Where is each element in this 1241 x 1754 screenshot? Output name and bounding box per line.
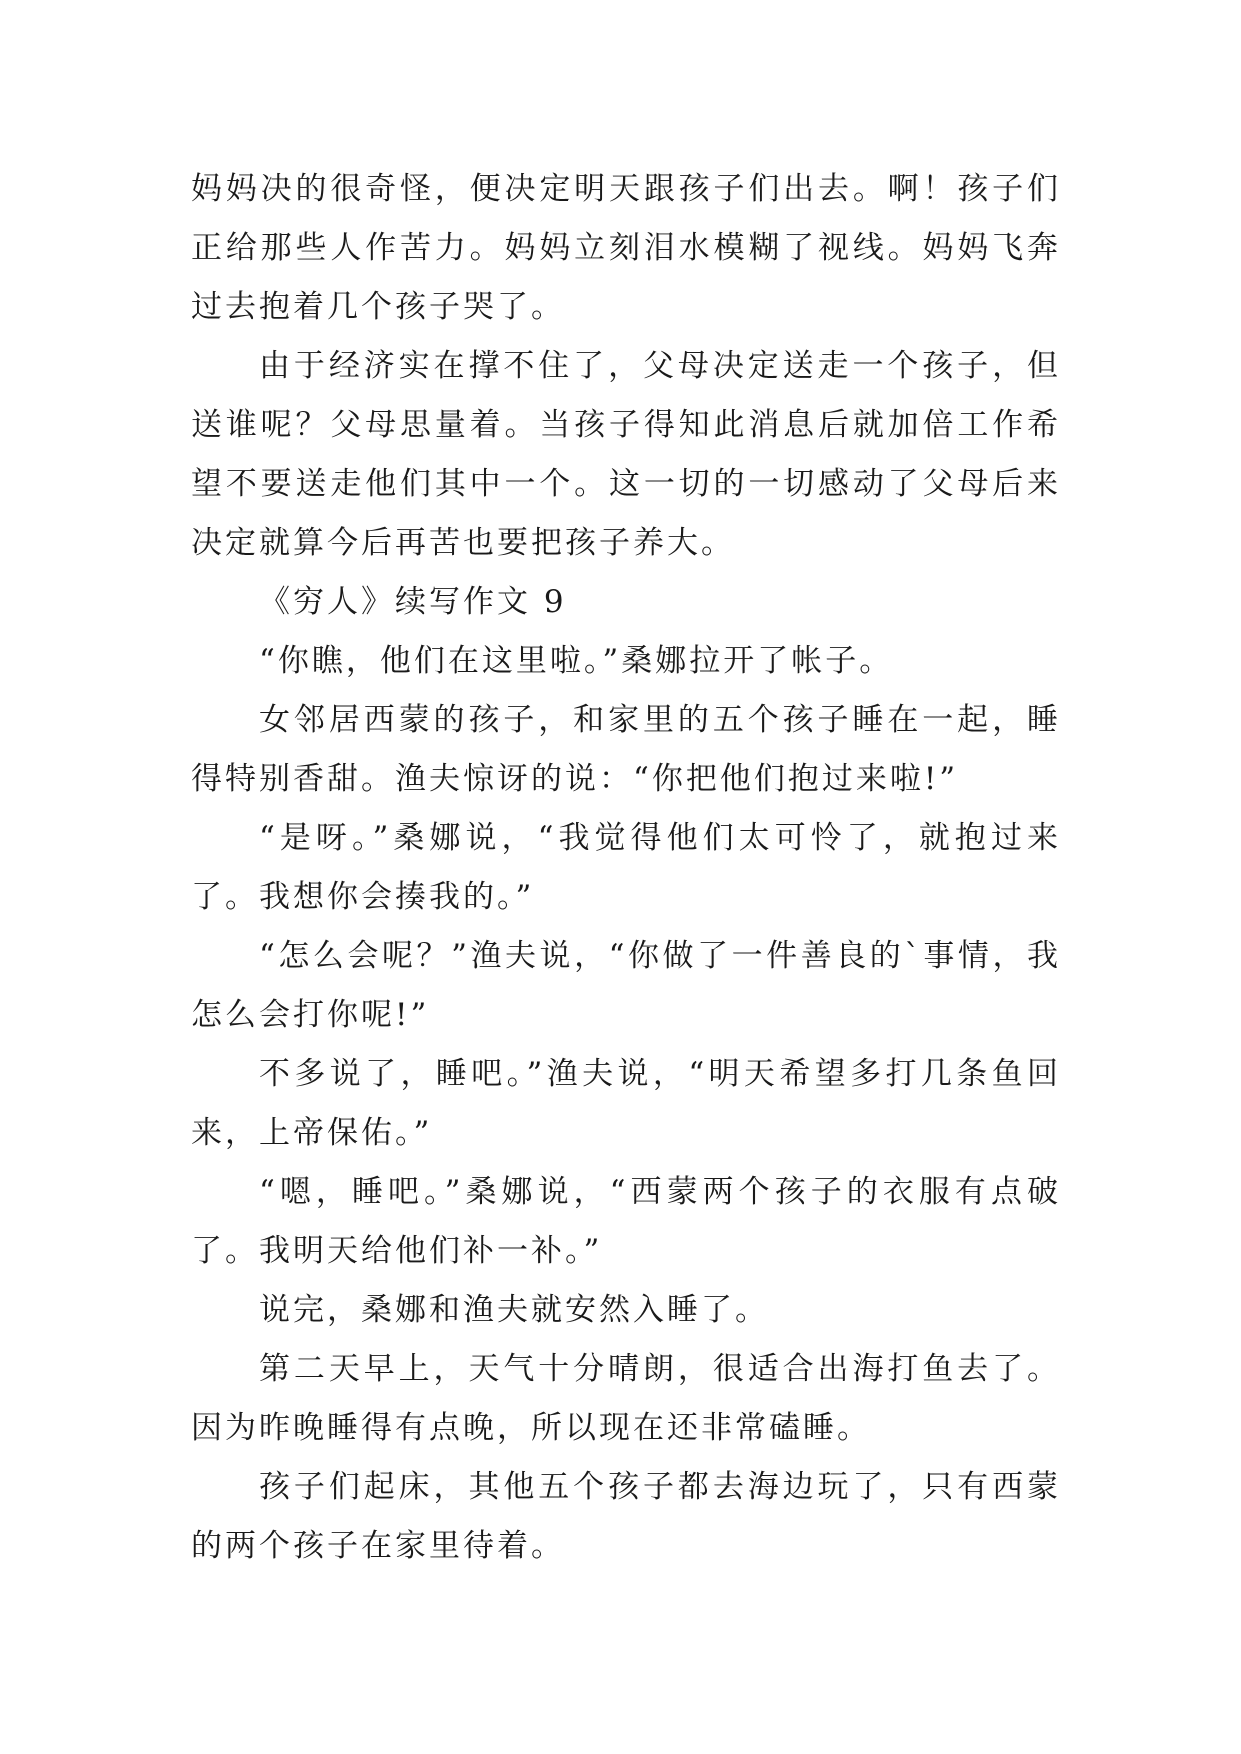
document-body xyxy=(191,160,1061,1576)
paragraph-6: “怎么会呢？”渔夫说，“你做了一件善良的`事情，我怎么会打你呢!” xyxy=(191,938,1061,1033)
paragraph-5: “是呀。”桑娜说，“我觉得他们太可怜了，就抱过来了。我想你会揍我的。” xyxy=(191,820,1061,915)
paragraph-4: 女邻居西蒙的孩子，和家里的五个孩子睡在一起，睡得特别香甜。渔夫惊讶的说：“你把他们抱过来啦!” xyxy=(191,702,1061,797)
paragraph-10: 第二天早上，天气十分晴朗，很适合出海打鱼去了。因为昨晚睡得有点晚，所以现在还非常磕睡。 xyxy=(191,1351,1061,1446)
paragraph-7: 不多说了，睡吧。”渔夫说，“明天希望多打几条鱼回来，上帝保佑。” xyxy=(191,1056,1061,1151)
paragraph-11: 孩子们起床，其他五个孩子都去海边玩了，只有西蒙的两个孩子在家里待着。 xyxy=(191,1469,1061,1564)
section-heading: 《穷人》续写作文 9 xyxy=(259,584,567,620)
paragraph-1: 妈妈决的很奇怪，便决定明天跟孩子们出去。啊！孩子们正给那些人作苦力。妈妈立刻泪水模糊了视线。妈妈飞奔过去抱着几个孩子哭了。 xyxy=(191,171,1061,325)
paragraph-3: “你瞧，他们在这里啦。”桑娜拉开了帐子。 xyxy=(259,643,894,679)
paragraph-8: “嗯，睡吧。”桑娜说，“西蒙两个孩子的衣服有点破了。我明天给他们补一补。” xyxy=(191,1174,1061,1269)
paragraph-9: 说完，桑娜和渔夫就安然入睡了。 xyxy=(259,1292,769,1328)
paragraph-2: 由于经济实在撑不住了，父母决定送走一个孩子，但送谁呢？父母思量着。当孩子得知此消息后就加倍工作希望不要送走他们其中一个。这一切的一切感动了父母后来决定就算今后再苦也要把孩子养大。 xyxy=(191,348,1061,561)
